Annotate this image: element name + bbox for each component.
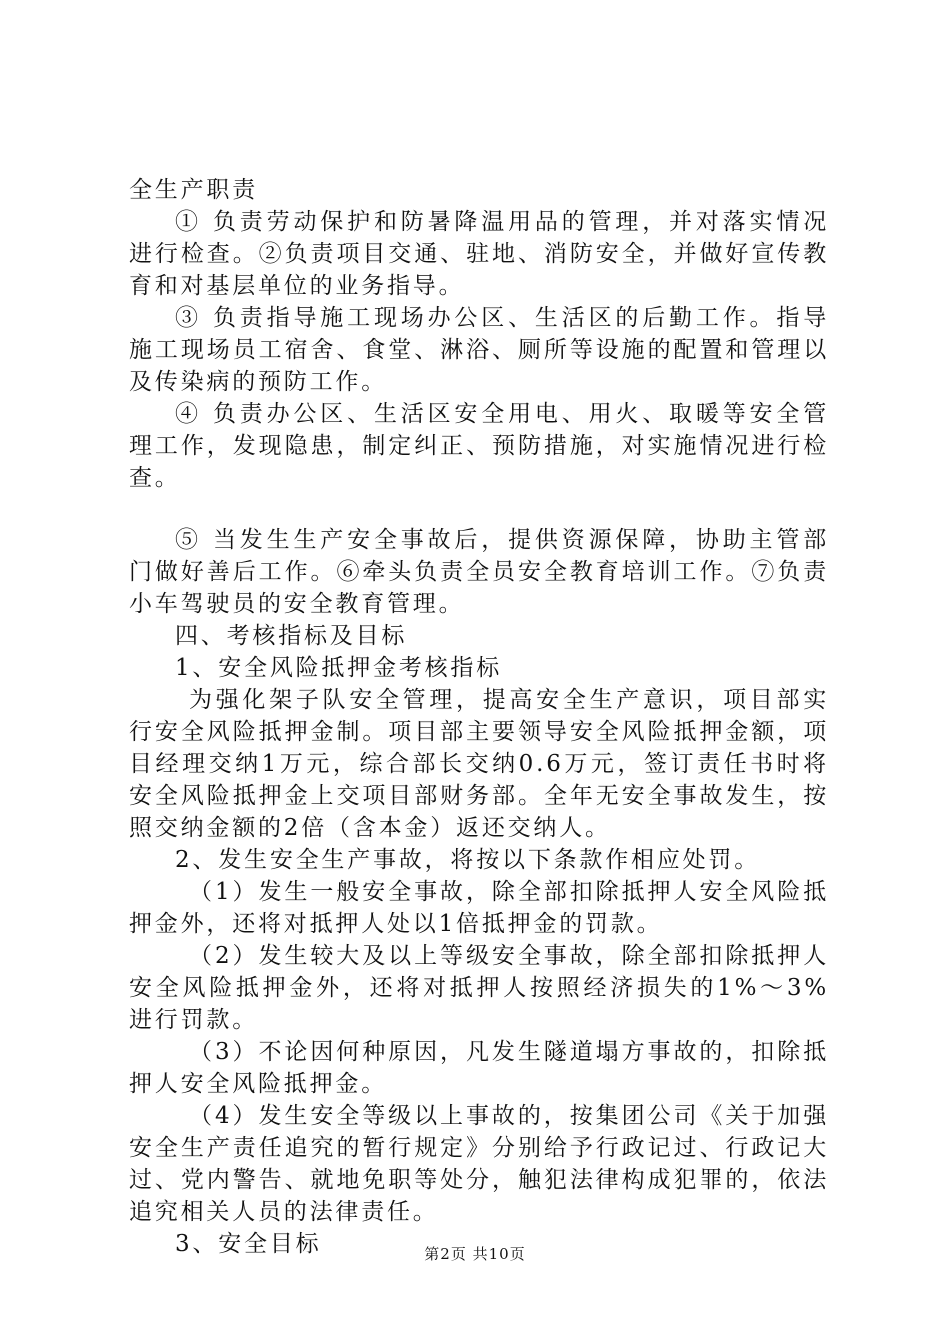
page-number: 第2页 共10页 (424, 1245, 526, 1263)
paragraph-continued-heading: 全生产职责 (129, 177, 258, 203)
subsection-heading-safety-goal: 3、安全目标 (175, 1231, 322, 1257)
paragraph-penalty-2: （2）发生较大及以上等级安全事故，除全部扣除抵押人安全风险抵押金外，还将对抵押人按照经济损失的1%～3%进行罚款。 (129, 943, 829, 1033)
subsection-heading-deposit: 1、安全风险抵押金考核指标 (175, 655, 503, 681)
section-heading-assessment: 四、考核指标及目标 (175, 623, 408, 649)
paragraph-duty-4: ④ 负责办公区、生活区安全用电、用火、取暖等安全管理工作，发现隐患，制定纠正、预防措施，对实施情况进行检查。 (129, 401, 829, 491)
paragraph-duty-1-2: ① 负责劳动保护和防暑降温用品的管理，并对落实情况进行检查。②负责项目交通、驻地、消防安全，并做好宣传教育和对基层单位的业务指导。 (129, 209, 829, 299)
paragraph-penalty-4: （4）发生安全等级以上事故的，按集团公司《关于加强安全生产责任追究的暂行规定》分别给予行政记过、行政记大过、党内警告、就地免职等处分，触犯法律构成犯罪的，依法追究相关人员的法律责任。 (129, 1103, 829, 1225)
subsection-heading-penalty: 2、发生安全生产事故，将按以下条款作相应处罚。 (175, 847, 761, 873)
paragraph-deposit-policy: 为强化架子队安全管理，提高安全生产意识，项目部实行安全风险抵押金制。项目部主要领导安全风险抵押金额，项目经理交纳1万元，综合部长交纳0.6万元，签订责任书时将安全风险抵押金上交项目部财务部。全年无安全事故发生，按照交纳金额的2倍（含本金）返还交纳人。 (129, 687, 829, 841)
paragraph-duty-3: ③ 负责指导施工现场办公区、生活区的后勤工作。指导施工现场员工宿舍、食堂、淋浴、厕所等设施的配置和管理以及传染病的预防工作。 (129, 305, 829, 395)
paragraph-duty-5-7: ⑤ 当发生生产安全事故后，提供资源保障，协助主管部门做好善后工作。⑥牵头负责全员安全教育培训工作。⑦负责小车驾驶员的安全教育管理。 (129, 527, 829, 617)
paragraph-penalty-1: （1）发生一般安全事故，除全部扣除抵押人安全风险抵押金外，还将对抵押人处以1倍抵押金的罚款。 (129, 879, 829, 937)
paragraph-penalty-3: （3）不论因何种原因，凡发生隧道塌方事故的，扣除抵押人安全风险抵押金。 (129, 1039, 829, 1097)
document-body (129, 174, 829, 1260)
